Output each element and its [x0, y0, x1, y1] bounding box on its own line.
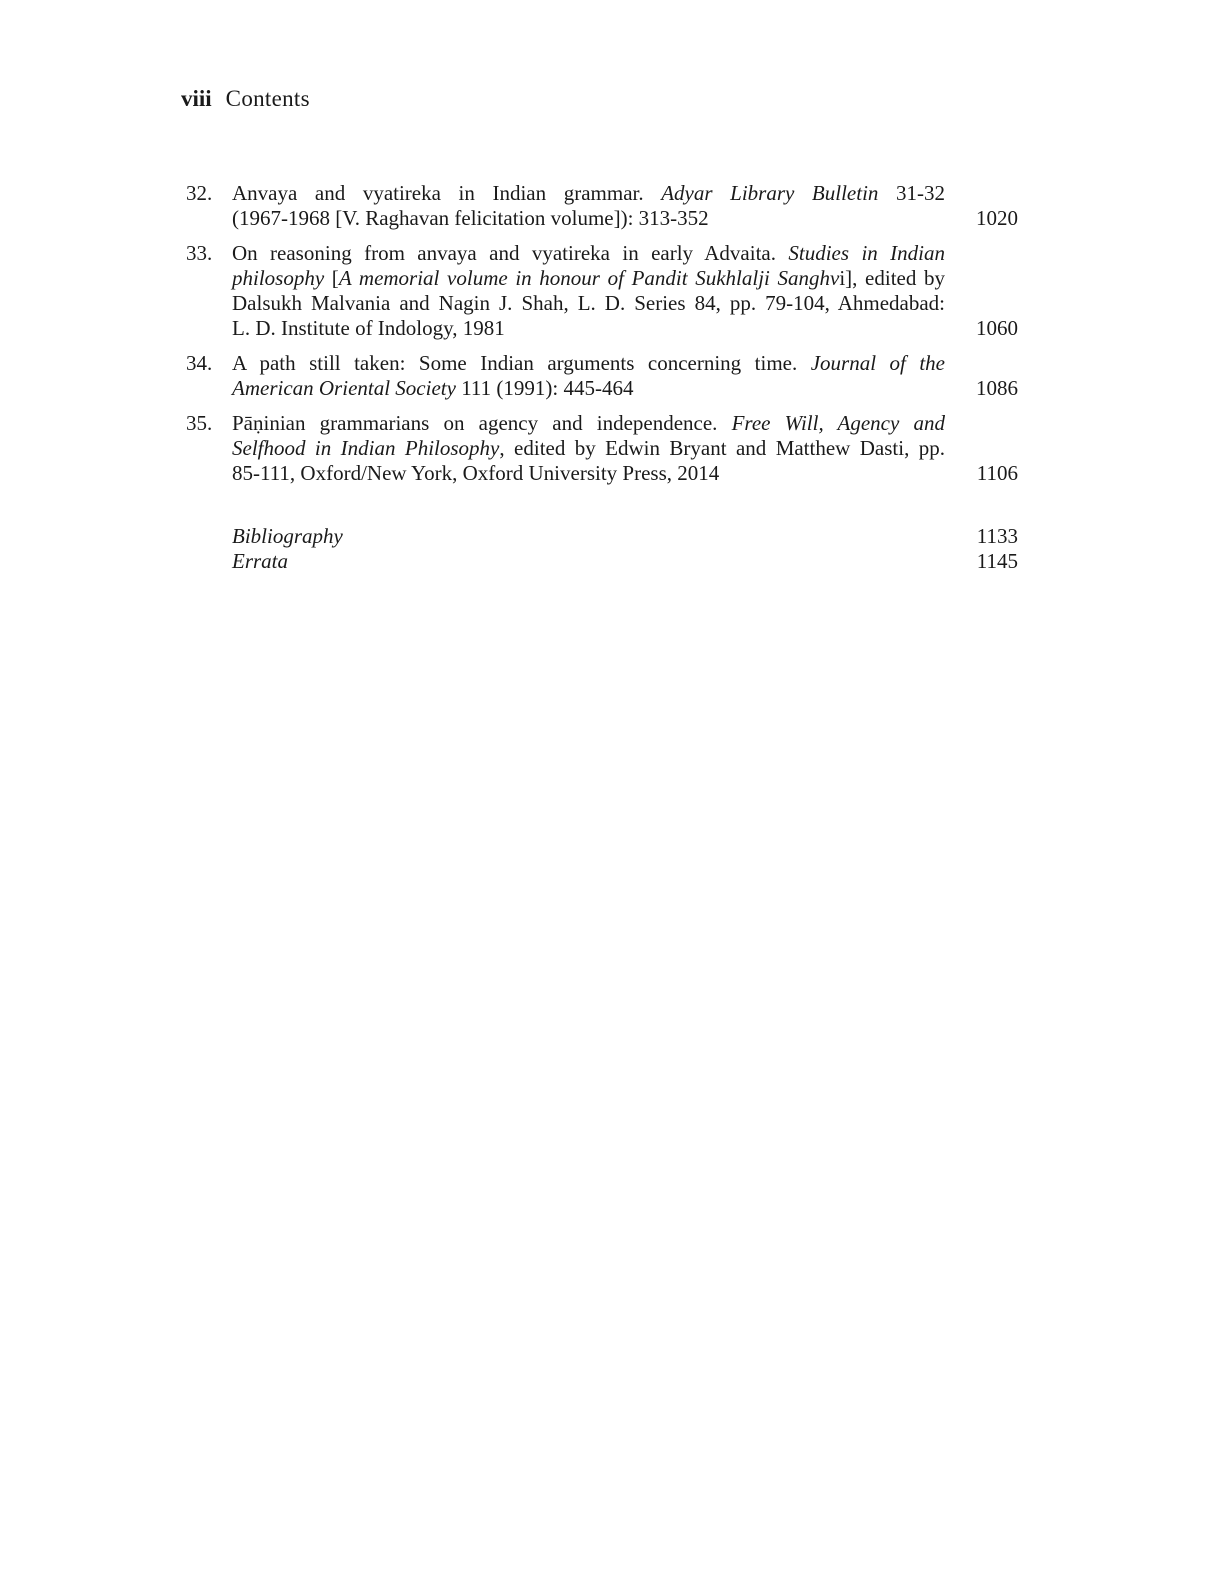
entry-page-number: 1086 [976, 376, 1018, 400]
toc-entry[interactable] [186, 351, 1018, 401]
entry-text [232, 241, 945, 341]
entry-italic-title: A memorial volume in honour of Pandit Sukhlalji Sanghv [338, 266, 840, 290]
entry-text-line [232, 376, 945, 401]
entry-text-run: i], edited by [839, 266, 945, 290]
page-folio: viii [181, 86, 212, 111]
back-matter-label: Bibliography [232, 524, 343, 548]
entry-text-run: Dalsukh Malvania and Nagin J. Shah, L. D. Series 84, pp. 79-104, Ahmedabad: [232, 291, 945, 315]
toc-entry[interactable] [186, 411, 1018, 486]
entry-text-run: , edited by Edwin Bryant and Matthew Dasti, pp. [499, 436, 945, 460]
back-matter-page-number: 1145 [976, 549, 1018, 573]
entry-page-number: 1106 [976, 461, 1018, 485]
entry-text-run: L. D. Institute of Indology, 1981 [232, 316, 505, 340]
section-title: Contents [225, 86, 310, 111]
back-matter-page-number: 1133 [976, 524, 1018, 548]
entry-text [232, 181, 945, 231]
entry-text-line [232, 291, 945, 316]
entry-page-number: 1020 [976, 206, 1018, 230]
entry-text-run: Pāṇinian grammarians on agency and independence. [232, 411, 732, 435]
entry-italic-title: Selfhood in Indian Philosophy [232, 436, 500, 460]
entry-italic-title: Adyar Library Bulletin [661, 181, 879, 205]
entry-text-line [232, 181, 945, 206]
entry-text-run: 111 (1991): 445-464 [455, 376, 634, 400]
entry-number: 33. [186, 241, 213, 265]
entry-text-run: Anvaya and vyatireka in Indian grammar. [232, 181, 662, 205]
entry-number: 32. [186, 181, 213, 205]
entry-text-line [232, 241, 945, 266]
entry-text-run: (1967-1968 [V. Raghavan felicitation volume]): 313-352 [232, 206, 709, 230]
toc-back-matter-bibliography[interactable] [232, 524, 1018, 549]
entry-italic-title: Studies in Indian [788, 241, 945, 265]
toc-entry[interactable] [186, 181, 1018, 231]
entry-text [232, 351, 945, 401]
entry-text-line [232, 206, 945, 231]
entry-text-run: 31-32 [878, 181, 945, 205]
entry-text-run: On reasoning from anvaya and vyatireka in early Advaita. [232, 241, 789, 265]
entry-text-run: A path still taken: Some Indian arguments concerning time. [232, 351, 811, 375]
entry-italic-title: philosophy [232, 266, 325, 290]
entry-italic-title: Free Will, Agency and [731, 411, 945, 435]
toc-back-matter-errata[interactable] [232, 549, 1018, 574]
entry-italic-title: Journal of the [810, 351, 945, 375]
entry-text-line [232, 461, 945, 486]
entry-text-line [232, 351, 945, 376]
entry-text-line [232, 436, 945, 461]
entry-number: 34. [186, 351, 213, 375]
entry-text-run: 85-111, Oxford/New York, Oxford University Press, 2014 [232, 461, 720, 485]
entry-number: 35. [186, 411, 213, 435]
back-matter-label: Errata [232, 549, 289, 573]
toc-entry[interactable] [186, 241, 1018, 341]
entry-text-line [232, 266, 945, 291]
entry-text-line [232, 411, 945, 436]
entry-text-run: [ [324, 266, 339, 290]
entry-text [232, 411, 945, 486]
entry-italic-title: American Oriental Society [232, 376, 456, 400]
entry-page-number: 1060 [976, 316, 1018, 340]
entry-text-line [232, 316, 945, 341]
running-head [181, 84, 310, 114]
